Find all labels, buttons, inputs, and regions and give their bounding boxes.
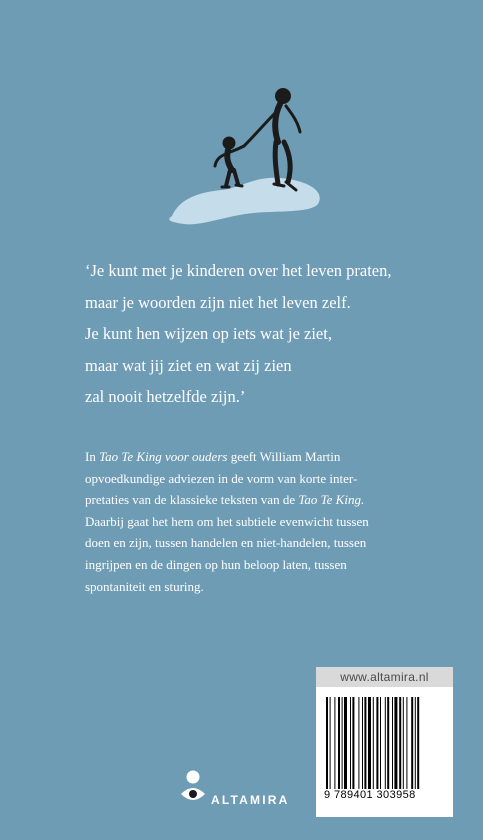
barcode-panel <box>316 667 453 817</box>
source-title: Tao Te King. <box>298 492 365 508</box>
description-line: pretaties van de klassieke teksten van de Tao Te King. <box>85 492 365 508</box>
description-line: In Tao Te King voor ouders geeft William Martin <box>85 449 341 464</box>
quote-block <box>85 255 465 413</box>
quote-line: Je kunt hen wijzen op iets wat je ziet, <box>85 324 332 343</box>
description-line: doen en zijn, tussen handelen en niet-handelen, tussen <box>85 535 367 551</box>
isbn-number: 9 789401 303958 <box>324 789 416 801</box>
quote-line: zal nooit hetzelfde zijn.’ <box>85 387 246 406</box>
publisher-name: ALTAMIRA <box>211 793 290 807</box>
quote-line: maar je woorden zijn niet het leven zelf. <box>85 292 351 312</box>
book-description <box>85 446 415 597</box>
website-url: www.altamira.nl <box>316 667 453 687</box>
book-title: Tao Te King voor ouders <box>99 449 228 464</box>
description-line: ingrijpen en de dingen op hun beloop laten, tussen <box>85 556 347 572</box>
parent-child-illustration <box>160 80 330 230</box>
description-line: spontaniteit en sturing. <box>85 578 204 594</box>
isbn-barcode <box>326 697 446 789</box>
altamira-logo-icon <box>180 768 206 804</box>
quote-line: maar wat jij ziet en wat zij zien <box>85 355 292 375</box>
description-line: opvoedkundige adviezen in de vorm van korte inter- <box>85 470 358 486</box>
description-line: Daarbij gaat het hem om het subtiele evenwicht tussen <box>85 513 369 529</box>
quote-line: ‘Je kunt met je kinderen over het leven praten, <box>85 261 392 280</box>
